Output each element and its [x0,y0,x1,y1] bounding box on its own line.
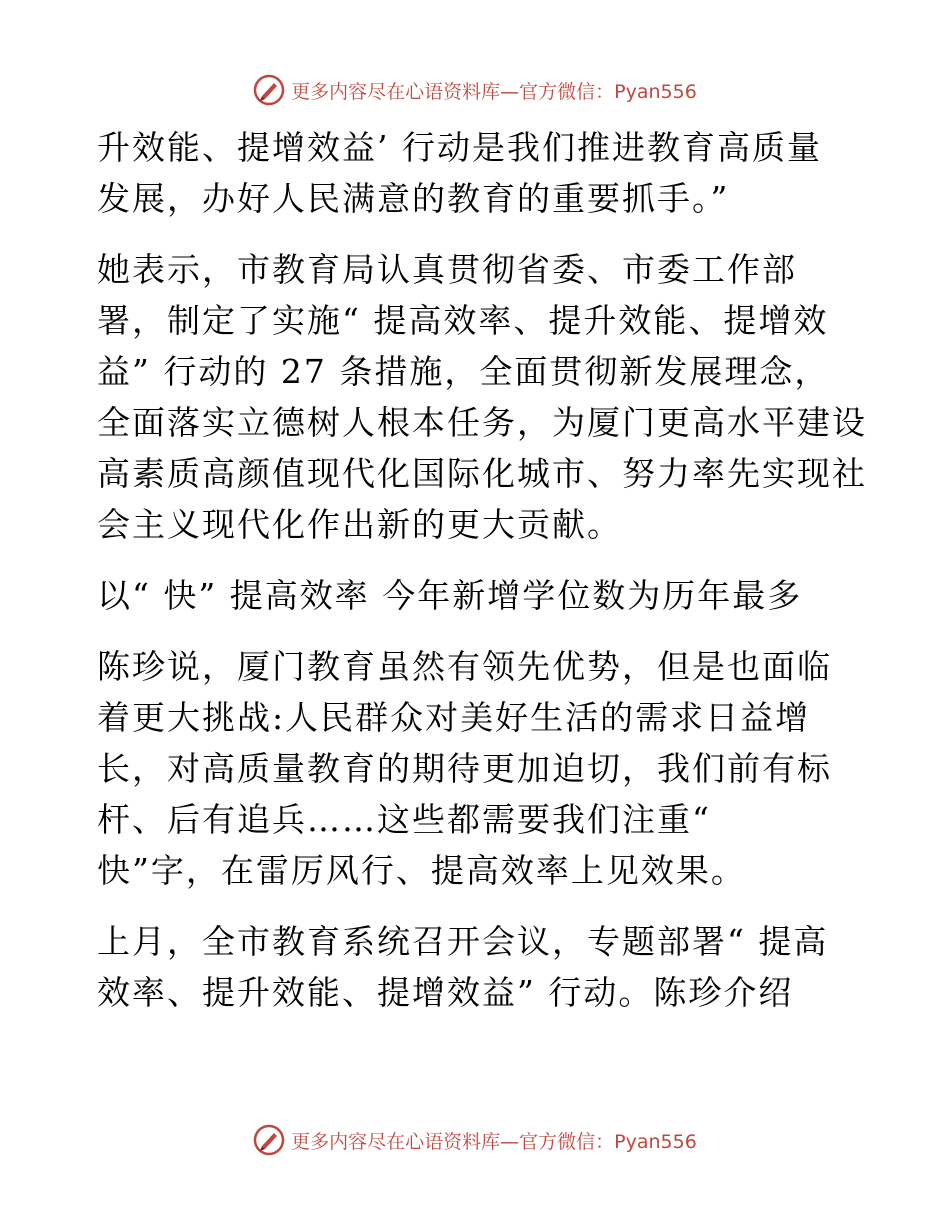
paragraph [97,122,857,224]
text-line: 她表示，市教育局认真贯彻省委、市委工作部 [97,250,797,289]
paragraph [97,916,857,1018]
watermark-text [291,1127,697,1154]
paragraph [97,641,857,896]
watermark-wechat-id: Pyan556 [614,1130,697,1153]
paragraph [97,244,867,550]
watermark-text-cn: 更多内容尽在心语资料库—官方微信： [291,80,615,103]
text-line: 陈珍说，厦门教育虽然有领先优势，但是也面临 [97,647,832,686]
text-line: 益” 行动的 27 条措施，全面贯彻新发展理念， [97,352,830,391]
text-line: 以“ 快” 提高效率 今年新增学位数为历年最多 [97,576,803,615]
document-body [97,122,867,1038]
text-line: 上月，全市教育系统召开会议，专题部署“ 提高 [97,922,829,961]
text-line: 着更大挑战:人民群众对美好生活的需求日益增 [97,698,811,737]
text-line: 升效能、提增效益’ 行动是我们推进教育高质量 [97,128,822,167]
watermark-wechat-id: Pyan556 [614,80,697,103]
text-line: 杆、后有追兵……这些都需要我们注重“ [97,800,711,839]
footer-watermark [0,1122,950,1158]
watermark-text [291,77,697,104]
text-line: 全面落实立德树人根本任务，为厦门更高水平建设 [97,403,867,442]
pen-logo-icon [253,74,285,106]
text-line: 快”字，在雷厉风行、提高效率上见效果。 [97,851,746,890]
section-heading [97,570,857,621]
watermark-text-cn: 更多内容尽在心语资料库—官方微信： [291,1130,615,1153]
pen-logo-icon [253,1124,285,1156]
text-line: 效率、提升效能、提增效益” 行动。陈珍介绍 [97,973,794,1012]
header-watermark [0,72,950,108]
text-line: 会主义现代化作出新的更大贡献。 [97,505,622,544]
text-line: 高素质高颜值现代化国际化城市、努力率先实现社 [97,454,867,493]
text-line: 署，制定了实施“ 提高效率、提升效能、提增效 [97,301,829,340]
text-line: 长，对高质量教育的期待更加迫切，我们前有标 [97,749,832,788]
text-line: 发展，办好人民满意的教育的重要抓手。” [97,179,730,218]
